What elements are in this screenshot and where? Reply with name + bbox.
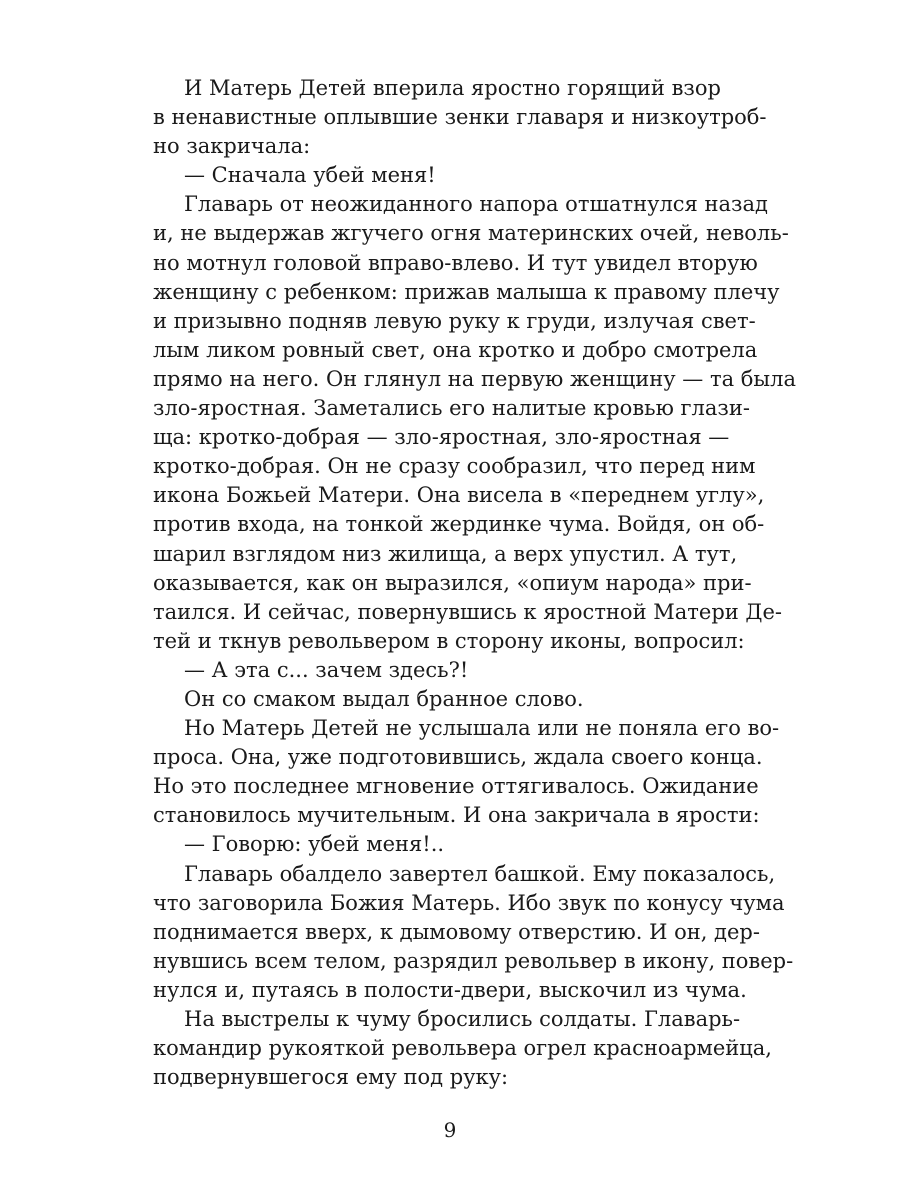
text-line: лым ликом ровный свет, она кротко и добро смотрела (153, 337, 758, 362)
text-line: — Говорю: убей меня!.. (184, 832, 445, 857)
text-line: тей и ткнув револьвером в сторону иконы, вопросил: (153, 628, 745, 653)
text-line: прямо на него. Он глянул на первую женщину — та была (153, 366, 796, 391)
page-number: 9 (443, 1118, 457, 1142)
text-line: кротко-добрая. Он не сразу сообразил, что перед ним (153, 454, 756, 479)
text-line: оказывается, как он выразился, «опиум народа» при- (153, 570, 752, 595)
text-line: И Матерь Детей вперила яростно горящий взор (184, 76, 721, 100)
text-line: женщину с ребенком: прижав малыша к правому плечу (153, 279, 780, 304)
text-line: — Сначала убей меня! (184, 163, 436, 188)
text-line: против входа, на тонкой жердинке чума. Войдя, он об- (153, 512, 765, 537)
page-text (153, 74, 796, 1092)
text-line: нувшись всем телом, разрядил револьвер в икону, повер- (153, 948, 794, 973)
text-line: Главарь обалделo завертел башкой. Ему показалось, (184, 861, 776, 886)
text-line: подвернувшегося ему под руку: (153, 1065, 509, 1090)
text-line: но закричала: (153, 134, 311, 159)
text-line: но мотнул головой вправо-влево. И тут увидел вторую (153, 250, 758, 275)
text-line: и призывно подняв левую руку к груди, излучая свет- (153, 308, 756, 333)
text-line: ща: кротко-добрая — зло-яростная, зло-яростная — (153, 425, 730, 450)
text-line: шарил взглядом низ жилища, а верх упустил. А тут, (153, 541, 738, 566)
text-line: что заговорила Божия Матерь. Ибо звук по конусу чума (153, 890, 785, 915)
text-line: в ненавистные оплывшие зенки главаря и низкоутроб- (153, 105, 767, 130)
text-line: командир рукояткой револьвера огрел красноармейца, (153, 1036, 772, 1061)
text-line: проса. Она, уже подготовившись, ждала своего конца. (153, 745, 763, 770)
text-line: таился. И сейчас, повернувшись к яростной Матери Де- (153, 599, 783, 624)
text-line: Но это последнее мгновение оттягивалось. Ожидание (153, 774, 759, 799)
text-line: становилось мучительным. И она закричала в ярости: (153, 803, 760, 828)
text-line: зло-яростная. Заметались его налитые кровью глази- (153, 396, 750, 421)
text-line: нулся и, путаясь в полости-двери, выскочил из чума. (153, 977, 747, 1002)
text-line: поднимается вверх, к дымовому отверстию. И он, дер- (153, 919, 760, 944)
text-line: икона Божьей Матери. Она висела в «переднем углу», (153, 483, 765, 508)
text-line: и, не выдержав жгучего огня материнских очей, неволь- (153, 221, 789, 246)
text-line: Главарь от неожиданного напора отшатнулся назад (184, 192, 768, 217)
text-line: — А эта с... зачем здесь?! (184, 657, 469, 682)
text-line: Он со смаком выдал бранное слово. (184, 686, 584, 711)
text-line: Но Матерь Детей не услышала или не поняла его во- (184, 716, 780, 741)
text-line: На выстрелы к чуму бросились солдаты. Главарь- (184, 1007, 741, 1031)
